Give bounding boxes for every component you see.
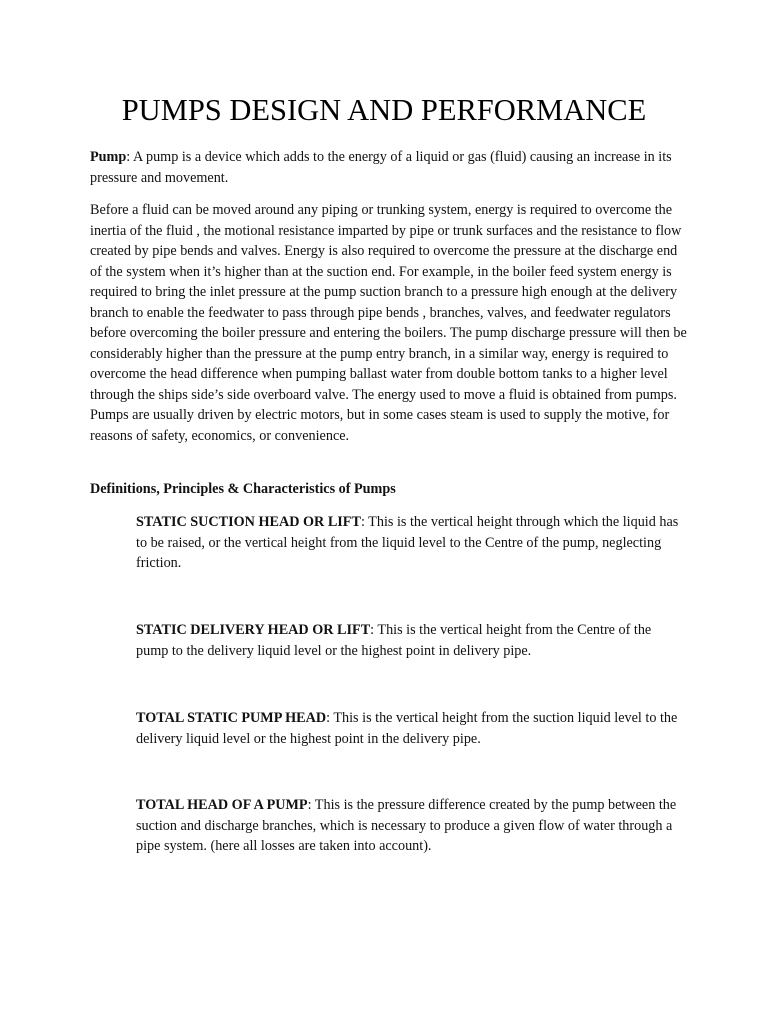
- definition-total-head-of-pump: [136, 795, 686, 857]
- definition-text: : This is the vertical height from the suction liquid level to the delivery liquid level or the highest point in the delivery pipe.: [136, 710, 678, 747]
- definition-term: STATIC DELIVERY HEAD OR LIFT: [136, 622, 371, 638]
- definition-term: STATIC SUCTION HEAD OR LIFT: [136, 514, 361, 530]
- definition-total-static-pump-head: [136, 708, 686, 749]
- intro-text: : A pump is a device which adds to the energy of a liquid or gas (fluid) causing an increase in its pressure and movement.: [90, 149, 672, 186]
- section-heading: Definitions, Principles & Characteristics of Pumps: [90, 481, 396, 497]
- document-title: PUMPS DESIGN AND PERFORMANCE: [121, 93, 647, 127]
- definition-text: : This is the vertical height from the Centre of the pump to the delivery liquid level or the highest point in delivery pipe.: [136, 622, 652, 659]
- intro-paragraph: [90, 147, 690, 188]
- definition-static-suction-head: [136, 512, 686, 574]
- definition-term: TOTAL STATIC PUMP HEAD: [136, 710, 327, 726]
- definition-text: : This is the pressure difference created by the pump between the suction and discharge branches, which is necessary to produce a given flow of water through a pipe system. (here all losses are taken into account).: [136, 797, 677, 854]
- intro-term: Pump: [90, 149, 127, 165]
- definition-term: TOTAL HEAD OF A PUMP: [136, 797, 308, 813]
- definition-static-delivery-head: [136, 620, 686, 661]
- definition-text: : This is the vertical height through which the liquid has to be raised, or the vertical height from the liquid level to the Centre of the pump, neglecting friction.: [136, 514, 679, 571]
- body-paragraph: Before a fluid can be moved around any piping or trunking system, energy is required to overcome the inertia of the fluid , the motional resistance imparted by pipe or trunk surfaces and the resistance to flow created by pipe bends and valves. Energy is also required to overcome the pressure at the discharge end of the system when it’s higher than at the suction end. For example, in the boiler feed system energy is required to bring the inlet pressure at the pump suction branch to a pressure high enough at the delivery branch to enable the feedwater to pass through pipe bends , branches, valves, and feedwater regulators before overcoming the boiler pressure and entering the boilers. The pump discharge pressure will then be considerably higher than the pressure at the pump entry branch, in a similar way, energy is required to overcome the head difference when pumping ballast water from double bottom tanks to a higher level through the ships side’s side overboard valve. The energy used to move a fluid is obtained from pumps. Pumps are usually driven by electric motors, but in some cases steam is used to supply the motive, for reasons of safety, economics, or convenience.: [90, 202, 687, 444]
